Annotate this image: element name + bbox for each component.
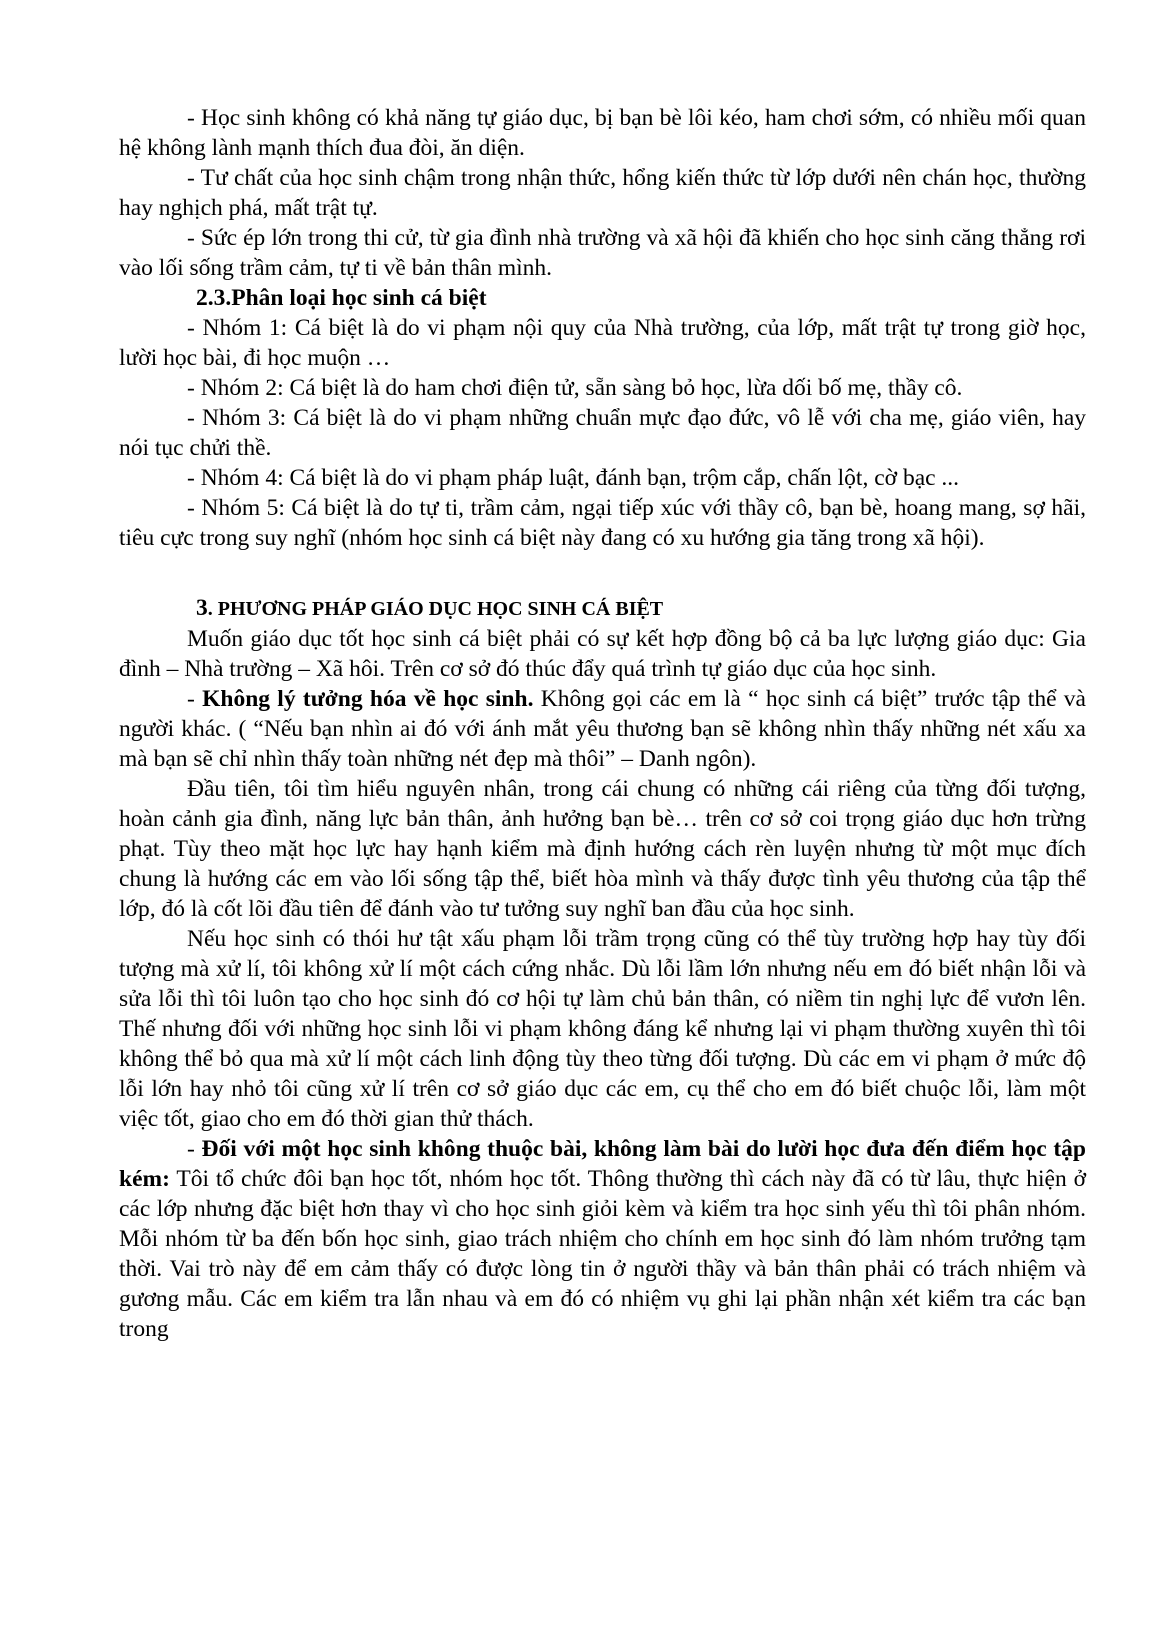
group-3-paragraph: - Nhóm 3: Cá biệt là do vi phạm những chuẩn mực đạo đức, vô lễ với cha mẹ, giáo viên, hay nói tục chửi thề. — [119, 405, 1086, 461]
point-1-prefix: - — [187, 686, 203, 712]
section-3-number: 3 — [196, 595, 208, 621]
point-1-text: Không gọi các em là “ học sinh cá biệt” trước tập thể và người khác. ( “Nếu bạn nhìn ai đó với ánh mắt yêu thương bạn sẽ không nhìn thấy những nét xấu xa mà bạn sẽ chỉ nhìn thấy toàn những nét đẹp mà thôi” – Danh ngôn). — [119, 686, 1086, 772]
section-3-heading — [119, 593, 1086, 624]
point-2-prefix: - — [187, 1136, 202, 1162]
section-3-intro: Muốn giáo dục tốt học sinh cá biệt phải có sự kết hợp đồng bộ cả ba lực lượng giáo dục: Gia đình – Nhà trường – Xã hôi. Trên cơ sở đó thúc đẩy quá trình tự giáo dục của học sinh. — [119, 626, 1086, 682]
group-2-paragraph: - Nhóm 2: Cá biệt là do ham chơi điện tử, sẵn sàng bỏ học, lừa dối bố mẹ, thầy cô. — [187, 375, 963, 401]
point-1-paragraph — [119, 684, 1086, 774]
group-5-paragraph: - Nhóm 5: Cá biệt là do tự ti, trầm cảm, ngại tiếp xúc với thầy cô, bạn bè, hoang mang, sợ hãi, tiêu cực trong suy nghĩ (nhóm học sinh cá biệt này đang có xu hướng gia tăng trong xã hội). — [119, 495, 1086, 551]
section-3-title: . PHƯƠNG PHÁP GIÁO DỤC HỌC SINH CÁ BIỆT — [207, 598, 664, 620]
handling-paragraph: Nếu học sinh có thói hư tật xấu phạm lỗi trầm trọng cũng có thể tùy trường hợp hay tùy đối tượng mà xử lí, tôi không xử lí một cách cứng nhắc. Dù lỗi lầm lớn nhưng nếu em đó biết nhận lỗi và sửa lỗi thì tôi luôn tạo cho học sinh đó cơ hội tự làm chủ bản thân, có niềm tin nghị lực để vươn lên. Thế nhưng đối với những học sinh lỗi vi phạm không đáng kể nhưng lại vi phạm thường xuyên thì tôi không thể bỏ qua mà xử lí một cách linh động tùy theo từng đối tượng. Dù các em vi phạm ở mức độ lỗi lớn hay nhỏ tôi cũng xử lí trên cơ sở giáo dục các em, cụ thể cho em đó biết chuộc lỗi, làm một việc tốt, giao cho em đó thời gian thử thách. — [119, 926, 1086, 1132]
section-spacer — [119, 553, 1086, 593]
section-2-3-heading: 2.3.Phân loại học sinh cá biệt — [196, 285, 487, 311]
first-step-paragraph: Đầu tiên, tôi tìm hiểu nguyên nhân, trong cái chung có những cái riêng của từng đối tượng, hoàn cảnh gia đình, năng lực bản thân, ảnh hưởng bạn bè… trên cơ sở coi trọng giáo dục hơn trừng phạt. Tùy theo mặt học lực hay hạnh kiểm mà định hướng cách rèn luyện nhưng từ một mục đích chung là hướng các em vào lối sống tập thể, biết hòa mình và thấy được tình yêu thương của tập thể lớp, đó là cốt lõi đầu tiên để đánh vào tư tưởng suy nghĩ ban đầu của học sinh. — [119, 776, 1086, 922]
point-2-paragraph — [119, 1134, 1086, 1344]
cause-paragraph-2: - Tư chất của học sinh chậm trong nhận thức, hổng kiến thức từ lớp dưới nên chán học, thường hay nghịch phá, mất trật tự. — [119, 165, 1086, 221]
point-1-bold: Không lý tưởng hóa về học sinh. — [202, 686, 534, 712]
group-1-paragraph: - Nhóm 1: Cá biệt là do vi phạm nội quy của Nhà trường, của lớp, mất trật tự trong giờ học, lười học bài, đi học muộn … — [119, 315, 1086, 371]
cause-paragraph-1: - Học sinh không có khả năng tự giáo dục, bị bạn bè lôi kéo, ham chơi sớm, có nhiều mối quan hệ không lành mạnh thích đua đòi, ăn diện. — [119, 105, 1086, 161]
cause-paragraph-3: - Sức ép lớn trong thi cử, từ gia đình nhà trường và xã hội đã khiến cho học sinh căng thẳng rơi vào lối sống trầm cảm, tự ti về bản thân mình. — [119, 225, 1086, 281]
point-2-text: Tôi tổ chức đôi bạn học tốt, nhóm học tốt. Thông thường thì cách này đã có từ lâu, thực hiện ở các lớp nhưng đặc biệt hơn thay vì cho học sinh giỏi kèm và kiểm tra học sinh yếu thì tôi phân nhóm. Mỗi nhóm từ ba đến bốn học sinh, giao trách nhiệm cho chính em học sinh đó làm nhóm trưởng tạm thời. Vai trò này để em cảm thấy có được lòng tin ở người thầy và bản thân phải có trách nhiệm và gương mẫu. Các em kiểm tra lẫn nhau và em đó có nhiệm vụ ghi lại phần nhận xét kiểm tra các bạn trong — [119, 1166, 1086, 1342]
group-4-paragraph: - Nhóm 4: Cá biệt là do vi phạm pháp luật, đánh bạn, trộm cắp, chấn lột, cờ bạc ... — [187, 465, 960, 491]
point-2-bold: Đối với một học sinh không thuộc bài, không làm bài do lười học đưa đến điểm học tập kém: — [119, 1136, 1087, 1192]
